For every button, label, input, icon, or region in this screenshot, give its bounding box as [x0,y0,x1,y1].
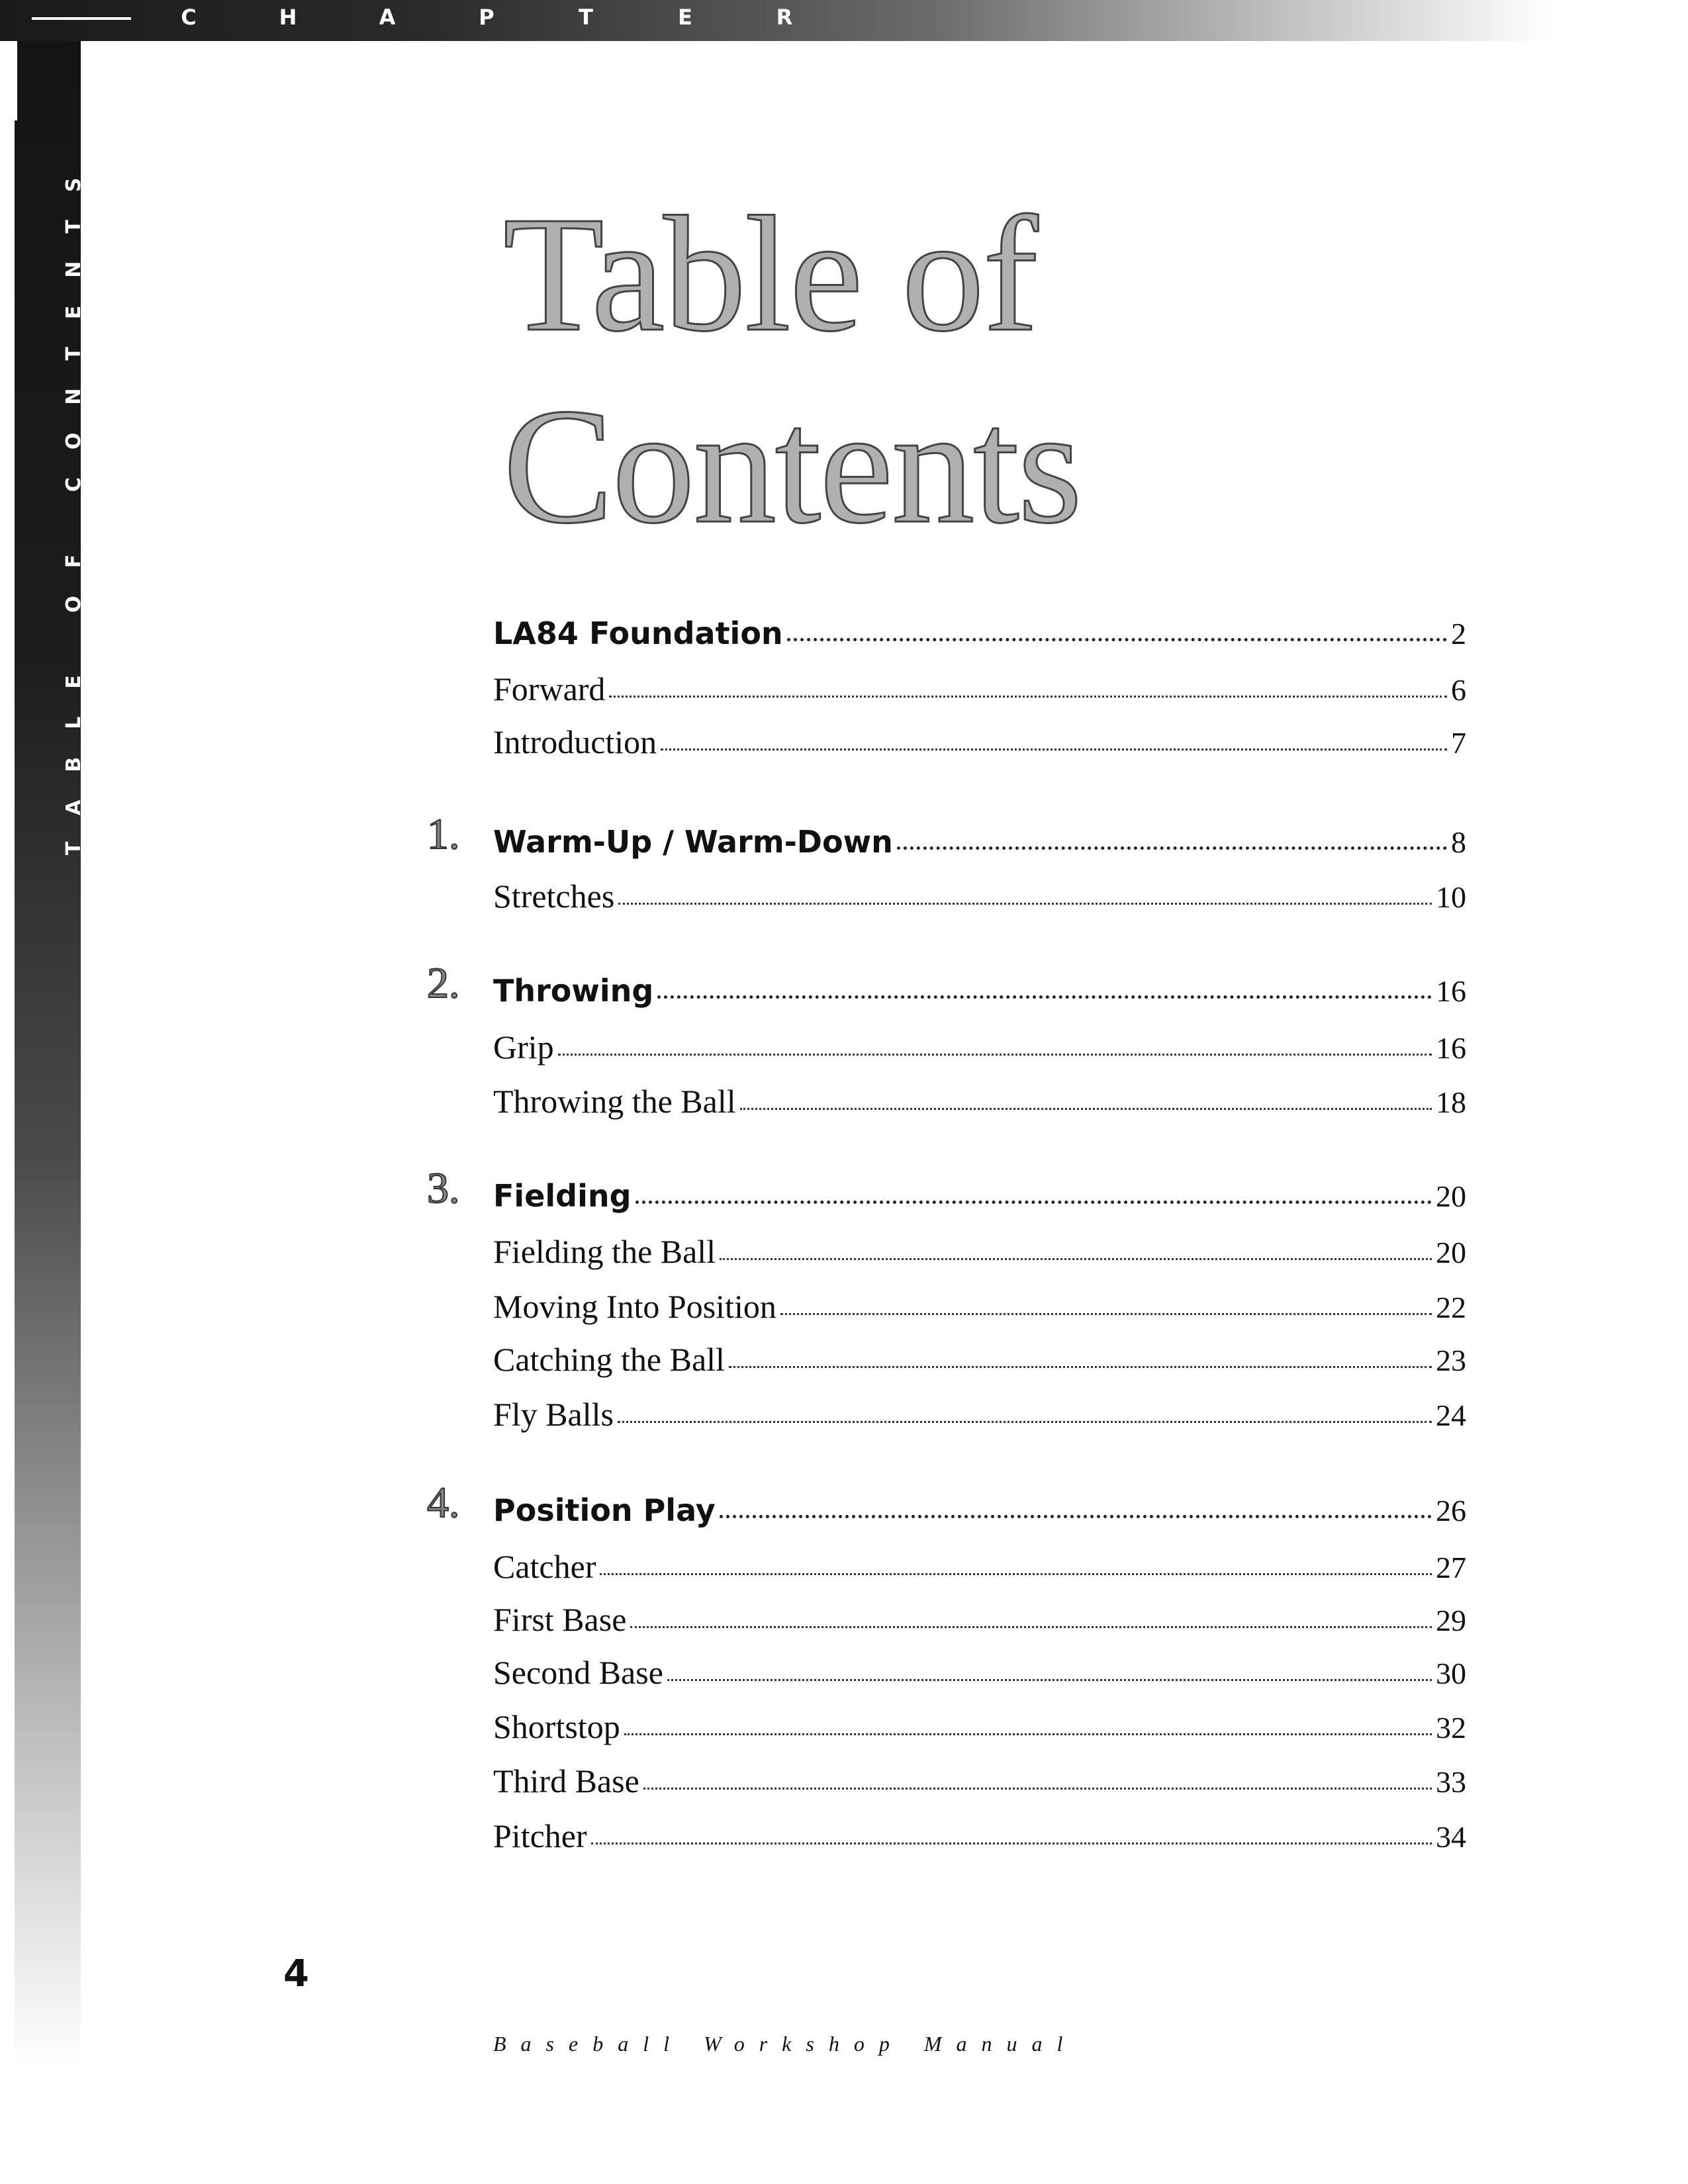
toc-section-entry[interactable] [493,615,1466,662]
toc-entry-label: Introduction [493,723,657,760]
section-sidebar [15,41,85,2066]
toc-entry-label: Second Base [493,1654,663,1691]
chapter-letter: T [579,5,593,30]
dot-leader [609,689,1447,698]
page-number: 4 [283,1952,309,1995]
toc-entry-page: 26 [1436,1494,1466,1527]
dot-leader [643,1781,1432,1790]
dot-leader [720,1508,1432,1518]
toc-entry-label: Fielding the Ball [493,1233,716,1270]
toc-entry-label: LA84 Foundation [493,615,783,651]
dot-leader [624,1727,1432,1735]
toc-entry-label: Grip [493,1028,554,1066]
toc-entry-page: 16 [1436,974,1466,1008]
toc-entry-page: 2 [1451,617,1466,651]
toc-entry-label: First Base [493,1601,627,1638]
chapter-letter: E [678,5,692,30]
chapter-letter: H [279,5,297,30]
toc-entry-page: 24 [1436,1398,1466,1432]
chapter-letter: P [479,5,494,30]
toc-entry-label: Position Play [493,1492,716,1528]
toc-entry-page: 33 [1436,1765,1466,1799]
toc-entry-label: Moving Into Position [493,1288,776,1325]
toc-entry[interactable] [493,1762,1466,1808]
chapter-letter: R [776,5,793,30]
toc-entry[interactable] [493,670,1466,716]
chapter-letter: C [181,5,197,30]
toc-entry-page: 20 [1436,1179,1466,1213]
toc-entry[interactable] [493,1653,1466,1700]
toc-entry-label: Stretches [493,878,615,915]
toc-entry-label: Fielding [493,1178,632,1214]
toc-entry[interactable] [493,1232,1466,1279]
dot-leader [897,840,1447,850]
toc-entry-label: Pitcher [493,1817,587,1854]
toc-entry[interactable] [493,1340,1466,1387]
toc-entry[interactable] [493,1287,1466,1334]
toc-entry-label: Third Base [493,1762,639,1799]
dot-leader [618,896,1432,905]
chapter-label [139,3,834,32]
dot-leader [657,989,1432,999]
dot-leader [720,1251,1432,1260]
section-number: 1. [427,810,460,858]
toc-entry-label: Warm-Up / Warm-Down [493,824,893,860]
toc-entry-page: 20 [1436,1236,1466,1269]
toc-entry-page: 29 [1436,1604,1466,1637]
toc-entry-label: Forward [493,670,606,707]
dot-leader [600,1567,1432,1575]
toc-entry-page: 23 [1436,1343,1466,1377]
header-rule [32,17,131,20]
toc-entry[interactable] [493,877,1466,923]
toc-entry-page: 32 [1436,1711,1466,1745]
toc-entry-page: 7 [1451,726,1466,760]
sidebar-rule [15,41,17,120]
footer-manual-title: Baseball Workshop Manual [493,2032,1078,2056]
dot-leader [780,1306,1432,1315]
toc-entry[interactable] [493,1082,1466,1128]
toc-section-entry[interactable] [493,973,1466,1019]
section-number: 3. [427,1164,460,1212]
toc-entry[interactable] [493,723,1466,769]
toc-entry[interactable] [493,1395,1466,1441]
section-number: 4. [427,1479,460,1527]
toc-entry[interactable] [493,1028,1466,1074]
toc-entry-label: Catcher [493,1548,596,1585]
toc-section-entry[interactable] [493,1178,1466,1224]
toc-entry[interactable] [493,1600,1466,1647]
sidebar-section-label: TABLE OF CONTENTS [62,150,85,855]
toc-entry[interactable] [493,1817,1466,1863]
toc-entry[interactable] [493,1707,1466,1754]
chapter-letter: A [379,5,396,30]
toc-entry-label: Throwing the Ball [493,1083,736,1120]
toc-entry-page: 18 [1436,1085,1466,1119]
dot-leader [635,1194,1432,1204]
toc-section-entry[interactable] [493,824,1466,870]
title-line-2: Contents [503,375,1081,558]
dot-leader [740,1101,1432,1110]
dot-leader [558,1047,1432,1056]
toc-section-entry[interactable] [493,1492,1466,1539]
toc-entry-label: Catching the Ball [493,1341,725,1378]
toc-entry-label: Fly Balls [493,1396,614,1433]
page-title [503,179,1081,563]
dot-leader [591,1836,1432,1844]
toc-entry-label: Throwing [493,973,654,1009]
chapter-header-bar [0,0,1688,41]
toc-entry-page: 34 [1436,1820,1466,1854]
toc-entry-page: 6 [1451,673,1466,707]
toc-entry-page: 22 [1436,1291,1466,1324]
dot-leader [787,631,1447,641]
dot-leader [630,1619,1432,1628]
toc-entry[interactable] [493,1547,1466,1594]
title-line-1: Table of [503,183,1037,366]
dot-leader [729,1359,1432,1368]
toc-entry-page: 8 [1451,825,1466,859]
dot-leader [618,1414,1432,1423]
section-number: 2. [427,959,460,1007]
toc-entry-page: 27 [1436,1551,1466,1584]
toc-entry-label: Shortstop [493,1708,620,1745]
toc-entry-page: 30 [1436,1657,1466,1690]
dot-leader [661,742,1447,751]
dot-leader [667,1672,1432,1681]
toc-entry-page: 16 [1436,1031,1466,1065]
toc-entry-page: 10 [1436,880,1466,914]
